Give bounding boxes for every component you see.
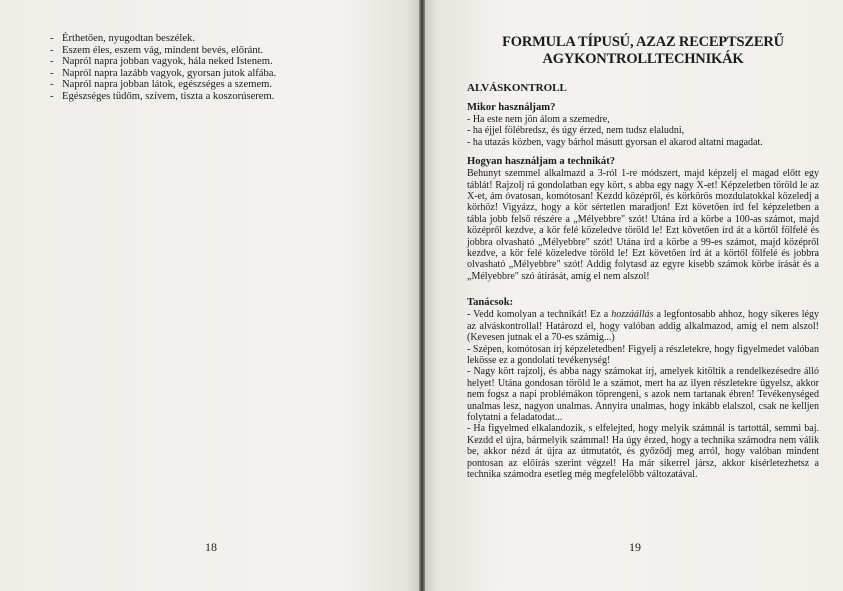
tip-paragraph: - Szépen, komótosan írj képzeletedben! Figyelj a részletekre, hogy figyelmedet valóban lekösse ez a gondolati tevékenység! [467,343,819,366]
chapter-title [467,34,819,68]
when-item: - Ha este nem jön álom a szemedre, [467,114,610,125]
list-item: - Napról napra jobban vagyok, hála neked Istenem. [50,56,390,68]
right-page-content [467,34,819,480]
chapter-title-line2: AGYKONTROLLTECHNIKÁK [542,51,744,67]
list-item: - Napról napra lazább vagyok, gyorsan jutok alfába. [50,68,390,80]
when-item: - ha utazás közben, vagy bárhol másutt gyorsan el akarod altatni magadat. [467,136,763,148]
left-page [0,0,419,591]
list-item: - Érthetően, nyugodtan beszélek. [50,33,390,45]
page-number-right: 19 [629,540,641,554]
when-heading: Mikor használjam? [467,102,556,113]
tip-paragraph: - Nagy kört rajzolj, és abba nagy számokat írj, amelyek kitöltik a rendelkezésedre álló helyet! Utána gondosan töröld le a számot, mert ha az ilyen részletekre ügyelsz, akkor nem fogsz a napi problémákon töprengeni, s azok nem tartanak ébren! Tevékenységed unalmas lesz, nagyon unalmas. Annyira unalmas, hogy inkább elalszol, csak ne kelljen folytatni a feladatodat... [467,366,819,423]
chapter-title-line1: FORMULA TÍPUSÚ, AZAZ RECEPTSZERŰ [502,34,784,50]
list-item: - Napról napra jobban látok, egészséges a szemem. [50,79,390,91]
list-item: - Eszem éles, eszem vág, mindent bevés, előránt. [50,45,390,57]
page-number-left: 18 [205,540,217,554]
tip-text: - Vedd komolyan a technikát! Ez a [467,309,612,321]
right-page [425,0,843,591]
section-title: ALVÁSKONTROLL [467,82,567,94]
tip-emphasis: hozzáállás [611,309,654,321]
tip-text: a legfontosabb ahhoz, hogy sikeres légy az alváskontrollal! Határozd el, hogy valóban addig alkalmazod, amíg el nem alszol! (Kevesen jutnak el a 70-es számig...) [467,309,819,344]
tip-paragraph: - Ha figyelmed elkalandozik, s elfelejted, hogy melyik számnál is tartottál, semmi baj. Kezdd el újra, bármelyik számmal! Ha úgy érzed, hogy a technika számodra nem válik be, akkor nézd át újra az útmutatót, és győződj meg arról, hogy valóban mindent pontosan az előírás szerint végzel! Ha már sikerrel jársz, akkor kísérletezhetsz a technika számodra esetleg még megfelelőbb változatával. [467,423,819,480]
list-item: - Egészséges tüdőm, szívem, tiszta a koszorúserem. [50,91,390,103]
affirmation-list [50,33,390,103]
how-heading: Hogyan használjam a technikát? [467,156,616,168]
tip-paragraph [467,309,819,343]
how-paragraph: Behunyt szemmel alkalmazd a 3-ról 1-re módszert, majd képzelj el magad előtt egy táblát! Rajzolj rá gondolatban egy kört, s abba egy nagy X-et! Képzeletben töröld le az X-et, ám óvatosan, komótosan! Kezdd középről, és körkörös mozdulatokkal közeledj a körhöz! Vigyázz, hogy a kör sértetlen maradjon! Ezt követően írd fel képzeletben a tábla jobb felső részére a „Mélyebbre" szót! Utána írd a körbe a 100-as számot, majd középről kezdve, a kör felé közeledve töröld le! Ezt követően írd át a körtől fölfelé és jobbra olvasható „Mélyebbre" szót! Utána írd a körbe a 99-es számot, majd középről kezdve, a kör felé közeledve töröld le! Ezt követően írd át a körtől fölfelé és jobbra olvasható „Mélyebbre" szót! Addig folytasd az egyre kisebb számok körbe írását és a „Mélyebbre" szó átírását, amíg el nem alszol! [467,168,819,282]
tips-heading: Tanácsok: [467,297,514,309]
when-item: - ha éjjel fölébredsz, és úgy érzed, nem tudsz elaludni, [467,125,685,137]
